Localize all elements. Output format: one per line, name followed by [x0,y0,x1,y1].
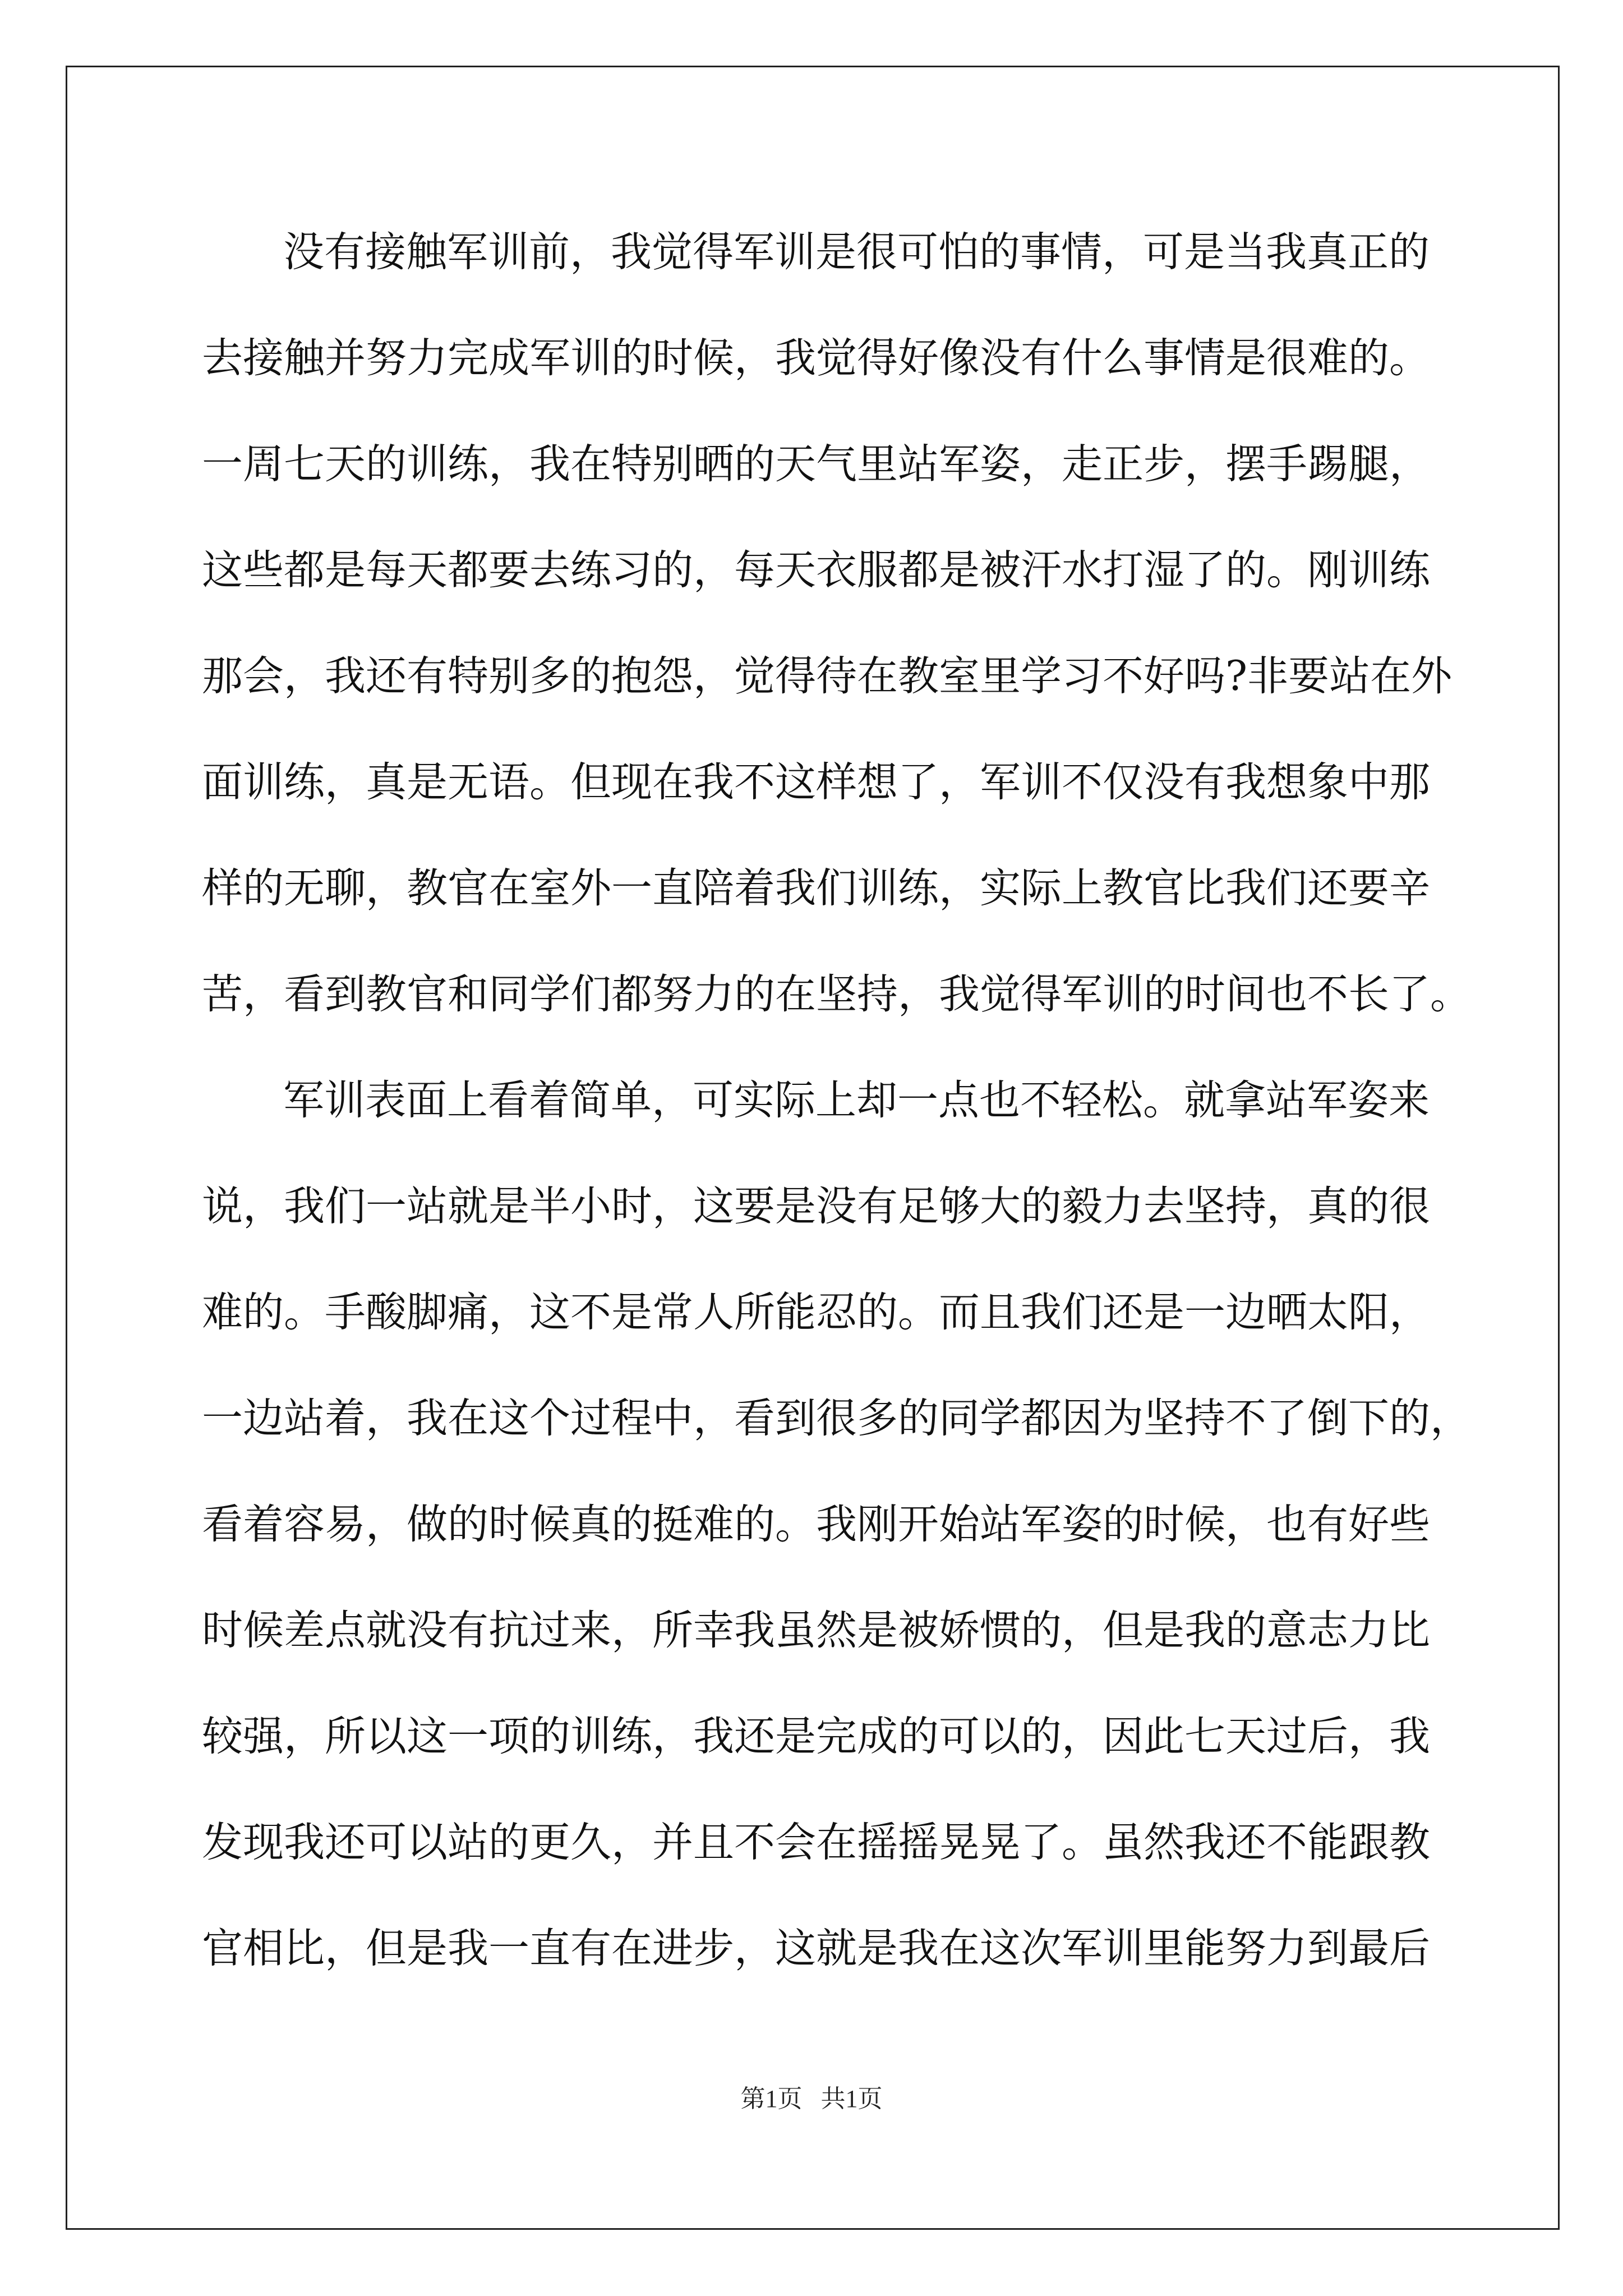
text-line: 面训练，真是无语。但现在我不这样想了，军训不仅没有我想象中那 [202,758,1430,806]
text-line: 发现我还可以站的更久，并且不会在摇摇晃晃了。虽然我还不能跟教 [202,1819,1430,1866]
page-footer: 第1页 共1页 [740,2085,883,2113]
text-line: 样的无聊，教官在室外一直陪着我们训练，实际上教官比我们还要辛 [202,864,1430,912]
text-line: 苦，看到教官和同学们都努力的在坚持，我觉得军训的时间也不长了。 [202,970,1471,1018]
text-line: 军训表面上看着简单，可实际上却一点也不轻松。就拿站军姿来 [283,1076,1430,1124]
text-line: 看着容易，做的时候真的挺难的。我刚开始站军姿的时候，也有好些 [202,1501,1430,1548]
text-line: 这些都是每天都要去练习的，每天衣服都是被汗水打湿了的。刚训练 [202,546,1430,594]
text-line: 一周七天的训练，我在特别晒的天气里站军姿，走正步，摆手踢腿， [202,440,1430,488]
text-line: 说，我们一站就是半小时，这要是没有足够大的毅力去坚持，真的很 [202,1182,1430,1230]
text-line: 较强，所以这一项的训练，我还是完成的可以的，因此七天过后，我 [202,1713,1430,1760]
text-line: 时候差点就没有抗过来，所幸我虽然是被娇惯的，但是我的意志力比 [202,1607,1430,1654]
text-line: 去接触并努力完成军训的时候，我觉得好像没有什么事情是很难的。 [202,334,1430,382]
text-line: 没有接触军训前，我觉得军训是很可怕的事情，可是当我真正的 [283,228,1430,276]
text-line: 官相比，但是我一直有在进步，这就是我在这次军训里能努力到最后 [202,1925,1430,1972]
text-line: 那会，我还有特别多的抱怨，觉得待在教室里学习不好吗?非要站在外 [202,652,1453,700]
document-body [202,219,1471,2021]
text-line: 难的。手酸脚痛，这不是常人所能忍的。而且我们还是一边晒太阳， [202,1289,1430,1336]
text-line: 一边站着，我在这个过程中，看到很多的同学都因为坚持不了倒下的， [202,1395,1471,1442]
